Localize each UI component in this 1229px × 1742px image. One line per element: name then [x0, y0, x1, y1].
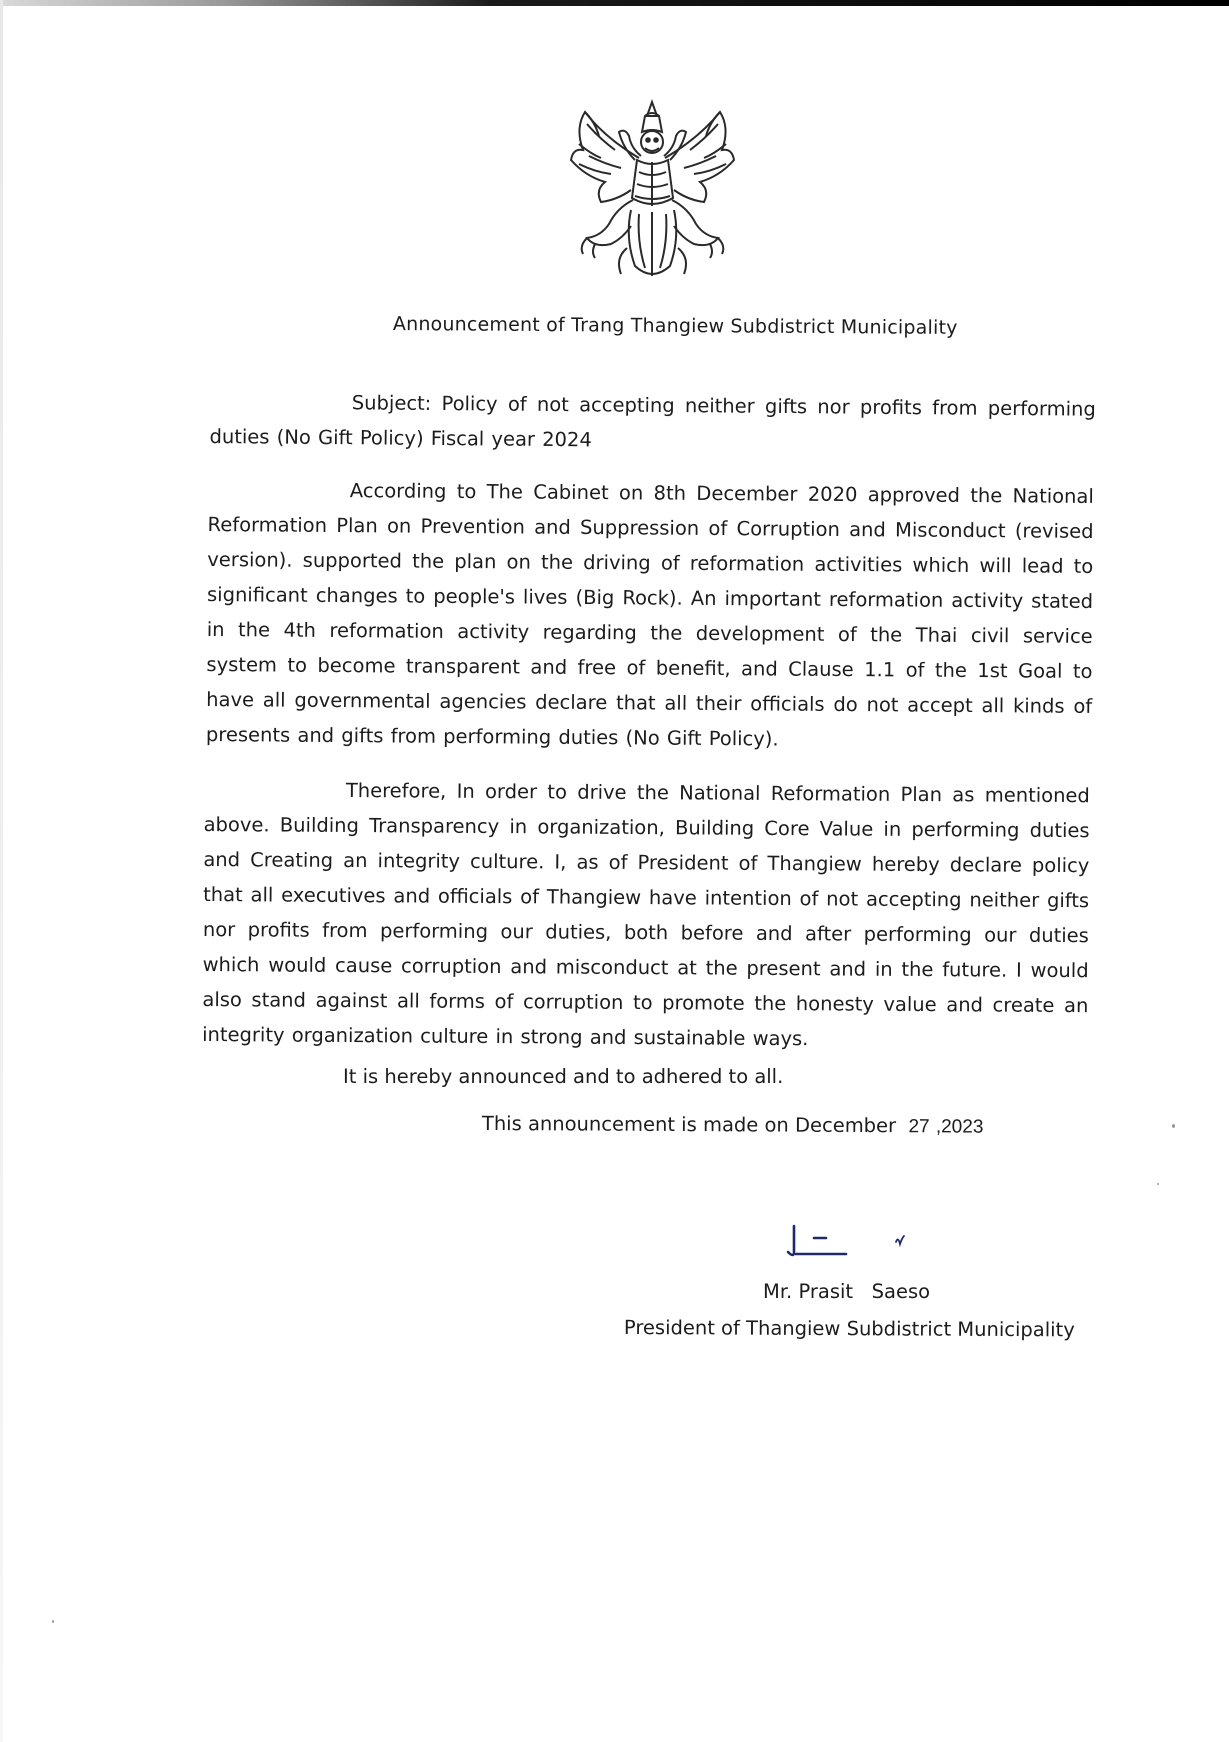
- date-year: ,2023: [935, 1116, 984, 1138]
- closing-statement: It is hereby announced and to adhered to all.: [343, 1065, 784, 1088]
- scan-edge-left: [0, 0, 3, 1742]
- scan-speck: [52, 1620, 54, 1623]
- garuda-emblem: [565, 98, 740, 288]
- signer-name: Mr. Prasit Saeso: [763, 1280, 931, 1303]
- document-title: Announcement of Trang Thangiew Subdistrict Municipality: [392, 313, 958, 339]
- body-paragraph-2: Therefore, In order to drive the National Reformation Plan as mentioned above. Building Transparency in organization, Building Core Value in performing duties and Creating an integrity culture. I, as of President of Thangiew hereby declare policy that all executives and officials of Thangiew have intention of not accepting neither gifts nor profits from performing our duties, both before and after performing our duties which would cause corruption and misconduct at the present and in the future. I would also stand against all forms of corruption to promote the honesty value and create an integrity organization culture in strong and sustainable ways.: [202, 778, 1090, 1051]
- body-paragraph-1: According to The Cabinet on 8th December 2020 approved the National Reformation Plan on Prevention and Suppression of Corruption and Misconduct (revised version). supported the plan on the driving of reformation activities which will lead to significant changes to people's lives (Big Rock). An important reformation activity stated in the 4th reformation activity regarding the development of the Thai civil service system to become transparent and free of benefit, and Clause 1.1 of the 1st Goal to have all governmental agencies declare that all their officials do not accept all kinds of presents and gifts from performing duties (No Gift Policy).: [205, 479, 1094, 751]
- date-prefix: This announcement is made on December: [481, 1112, 897, 1138]
- date-day: 27: [908, 1116, 930, 1138]
- announcement-date: [482, 1112, 984, 1139]
- scan-speck: [1172, 1124, 1175, 1128]
- signer-title: President of Thangiew Subdistrict Municipality: [623, 1316, 1075, 1342]
- scan-speck: [1157, 1183, 1159, 1185]
- scan-edge-top: [0, 0, 1229, 6]
- subject-line: Subject: Policy of not accepting neither gifts nor profits from performing duties (No Gift Policy) Fiscal year 2024: [209, 391, 1096, 452]
- handwritten-signature: [780, 1222, 920, 1262]
